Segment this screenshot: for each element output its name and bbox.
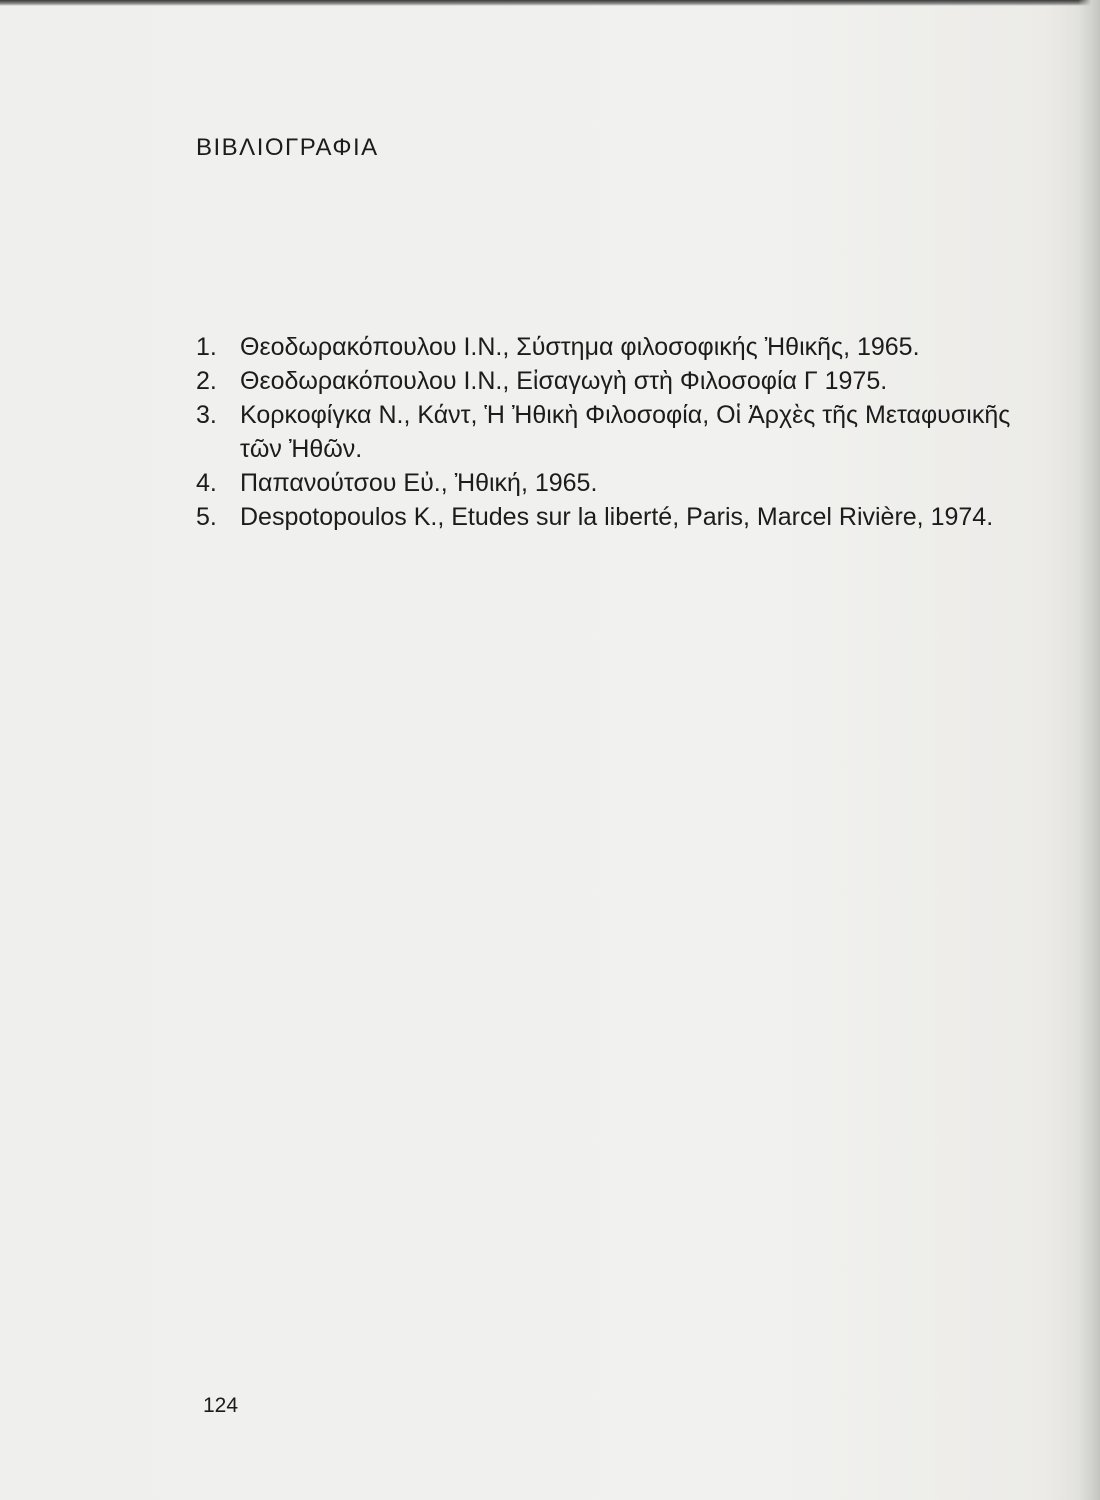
reference-item — [196, 364, 1046, 398]
bibliography-heading: ΒΙΒΛΙΟΓΡΑΦΙΑ — [196, 134, 379, 161]
reference-number: 2. — [196, 367, 217, 395]
reference-item — [196, 466, 1046, 500]
reference-text: Θεοδωρακόπουλου Ι.Ν., Σύστημα φιλοσοφικής Ἠθικῆς, 1965. — [240, 333, 920, 361]
reference-number: 3. — [196, 401, 217, 429]
reference-item — [196, 500, 1046, 534]
reference-text: Παπανούτσου Εὐ., Ἠθική, 1965. — [240, 469, 598, 497]
reference-number: 5. — [196, 503, 217, 531]
bibliography-list — [196, 330, 1046, 534]
reference-text: Κορκοφίγκα Ν., Κάντ, Ἡ Ἠθικὴ Φιλοσοφία, Οἱ Ἀρχὲς τῆς Μεταφυσικῆς τῶν Ἠθῶν. — [240, 401, 1011, 463]
reference-number: 4. — [196, 469, 217, 497]
page-number: 124 — [203, 1394, 239, 1417]
reference-text: Θεοδωρακόπουλου Ι.Ν., Εἰσαγωγὴ στὴ Φιλοσοφία Γ 1975. — [240, 367, 888, 395]
reference-item — [196, 330, 1046, 364]
reference-number: 1. — [196, 333, 217, 361]
page-top-edge — [0, 0, 1100, 6]
reference-item — [196, 398, 1046, 466]
reference-text: Despotopoulos K., Etudes sur la liberté, Paris, Marcel Rivière, 1974. — [240, 503, 994, 531]
page-right-edge — [1078, 0, 1100, 1500]
